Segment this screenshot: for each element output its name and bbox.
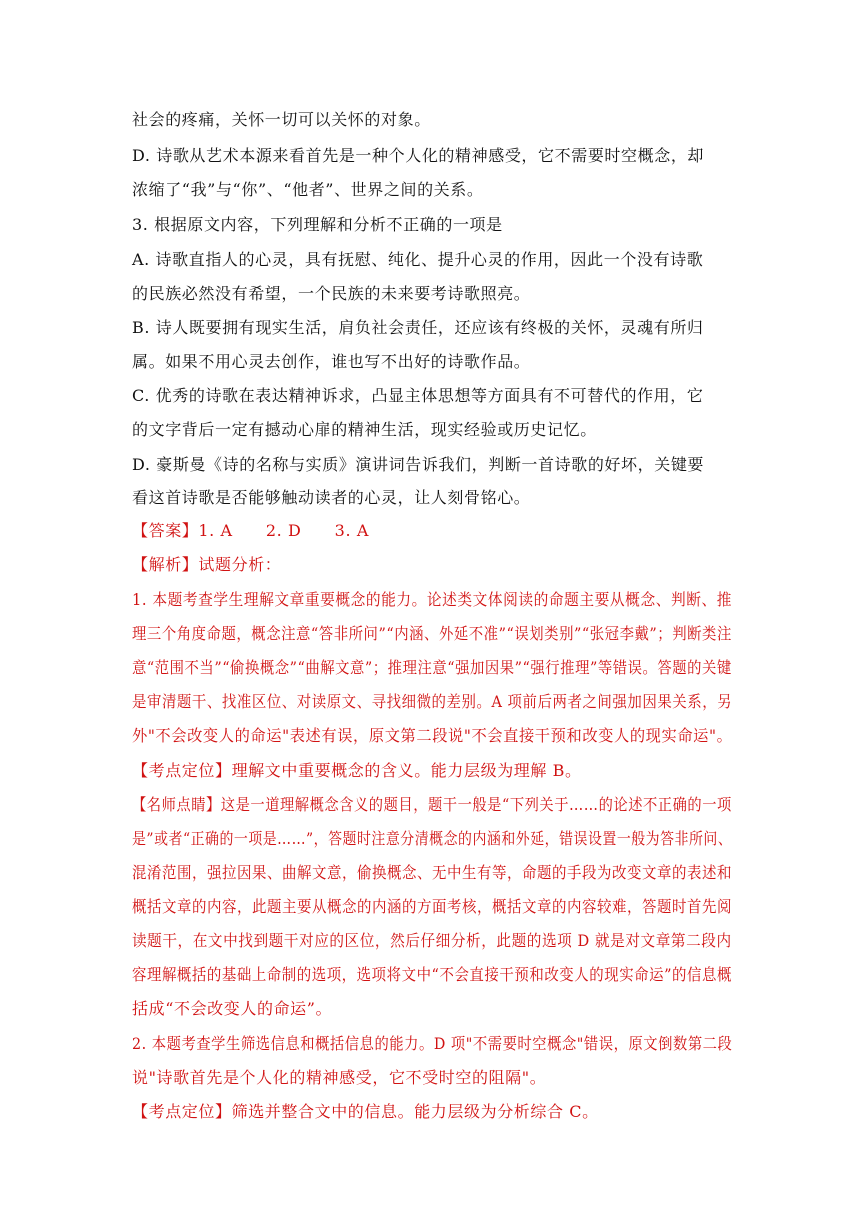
kaodian-line: 【考点定位】理解文中重要概念的含义。能力层级为理解 B。	[132, 761, 582, 780]
analysis-text: 理三个角度命题，概念注意“答非所问”“内涵、外延不准”“误划类别”“张冠李戴”；判断类注	[132, 624, 732, 643]
analysis-text: 意“范围不当”“偷换概念”“曲解文意”；推理注意“强加因果”“强行推理”等错误。答题的关键	[132, 658, 732, 677]
analysis-text: 混淆范围，强拉因果、曲解文意，偷换概念、无中生有等，命题的手段为改变文章的表述和	[132, 863, 733, 882]
analysis-heading: 【解析】试题分析：	[132, 555, 282, 574]
option-a-line: A. 诗歌直指人的心灵，具有抚慰、纯化、提升心灵的作用，因此一个没有诗歌	[132, 250, 704, 269]
option-d-line: D. 豪斯曼《诗的名称与实质》演讲词告诉我们，判断一首诗歌的好坏，关键要	[132, 455, 705, 474]
answer-line: 【答案】1. A 2. D 3. A	[132, 521, 369, 540]
option-b-line: B. 诗人既要拥有现实生活，肩负社会责任，还应该有终极的关怀，灵魂有所归	[132, 318, 704, 337]
analysis-text: 读题干，在文中找到题干对应的区位，然后仔细分析，此题的选项 D 就是对文章第二段内	[132, 931, 732, 950]
analysis-text: 是审清题干、找准区位、对读原文、寻找细微的差别。A 项前后两者之间强加因果关系，另	[132, 692, 733, 711]
text-line: 看这首诗歌是否能够触动读者的心灵，让人刻骨铭心。	[132, 488, 531, 507]
analysis-text: 外"不会改变人的命运"表述有误，原文第二段说"不会直接干预和改变人的现实命运"。	[132, 726, 733, 745]
kaodian-line: 【考点定位】筛选并整合文中的信息。能力层级为分析综合 C。	[132, 1102, 599, 1121]
analysis-text: 是”或者“正确的一项是……”，答题时注意分清概念的内涵和外延，错误设置一般为答非所问、	[132, 829, 733, 848]
analysis-text: 概括文章的内容，此题主要从概念的内涵的方面考核，概括文章的内容较难，答题时首先阅	[132, 897, 733, 916]
question-3: 3. 根据原文内容，下列理解和分析不正确的一项是	[132, 215, 503, 234]
analysis-text: 2. 本题考查学生筛选信息和概括信息的能力。D 项"不需要时空概念"错误，原文倒数第二段	[132, 1034, 733, 1053]
text-line: 社会的疼痛，关怀一切可以关怀的对象。	[132, 110, 431, 129]
text-line: 的文字背后一定有撼动心扉的精神生活，现实经验或历史记忆。	[132, 420, 597, 439]
analysis-text: 括成“不会改变人的命运”。	[132, 999, 333, 1018]
analysis-text: 说"诗歌首先是个人化的精神感受，它不受时空的阻隔"。	[132, 1068, 547, 1087]
analysis-text: 容理解概括的基础上命制的选项，选项将文中“不会直接干预和改变人的现实命运”的信息概	[132, 965, 732, 984]
option-d-line: D. 诗歌从艺术本源来看首先是一种个人化的精神感受，它不需要时空概念，却	[132, 146, 705, 165]
text-line: 浓缩了“我”与“你”、“他者”、世界之间的关系。	[132, 180, 484, 199]
option-c-line: C. 优秀的诗歌在表达精神诉求，凸显主体思想等方面具有不可替代的作用，它	[132, 386, 704, 405]
text-line: 的民族必然没有希望，一个民族的未来要考诗歌照亮。	[132, 284, 531, 303]
text-line: 属。如果不用心灵去创作，谁也写不出好的诗歌作品。	[132, 352, 531, 371]
mingshi-line: 【名师点睛】这是一道理解概念含义的题目，题干一般是“下列关于……的论述不正确的一项	[132, 795, 732, 814]
analysis-text: 1. 本题考查学生理解文章重要概念的能力。论述类文体阅读的命题主要从概念、判断、推	[132, 590, 732, 609]
